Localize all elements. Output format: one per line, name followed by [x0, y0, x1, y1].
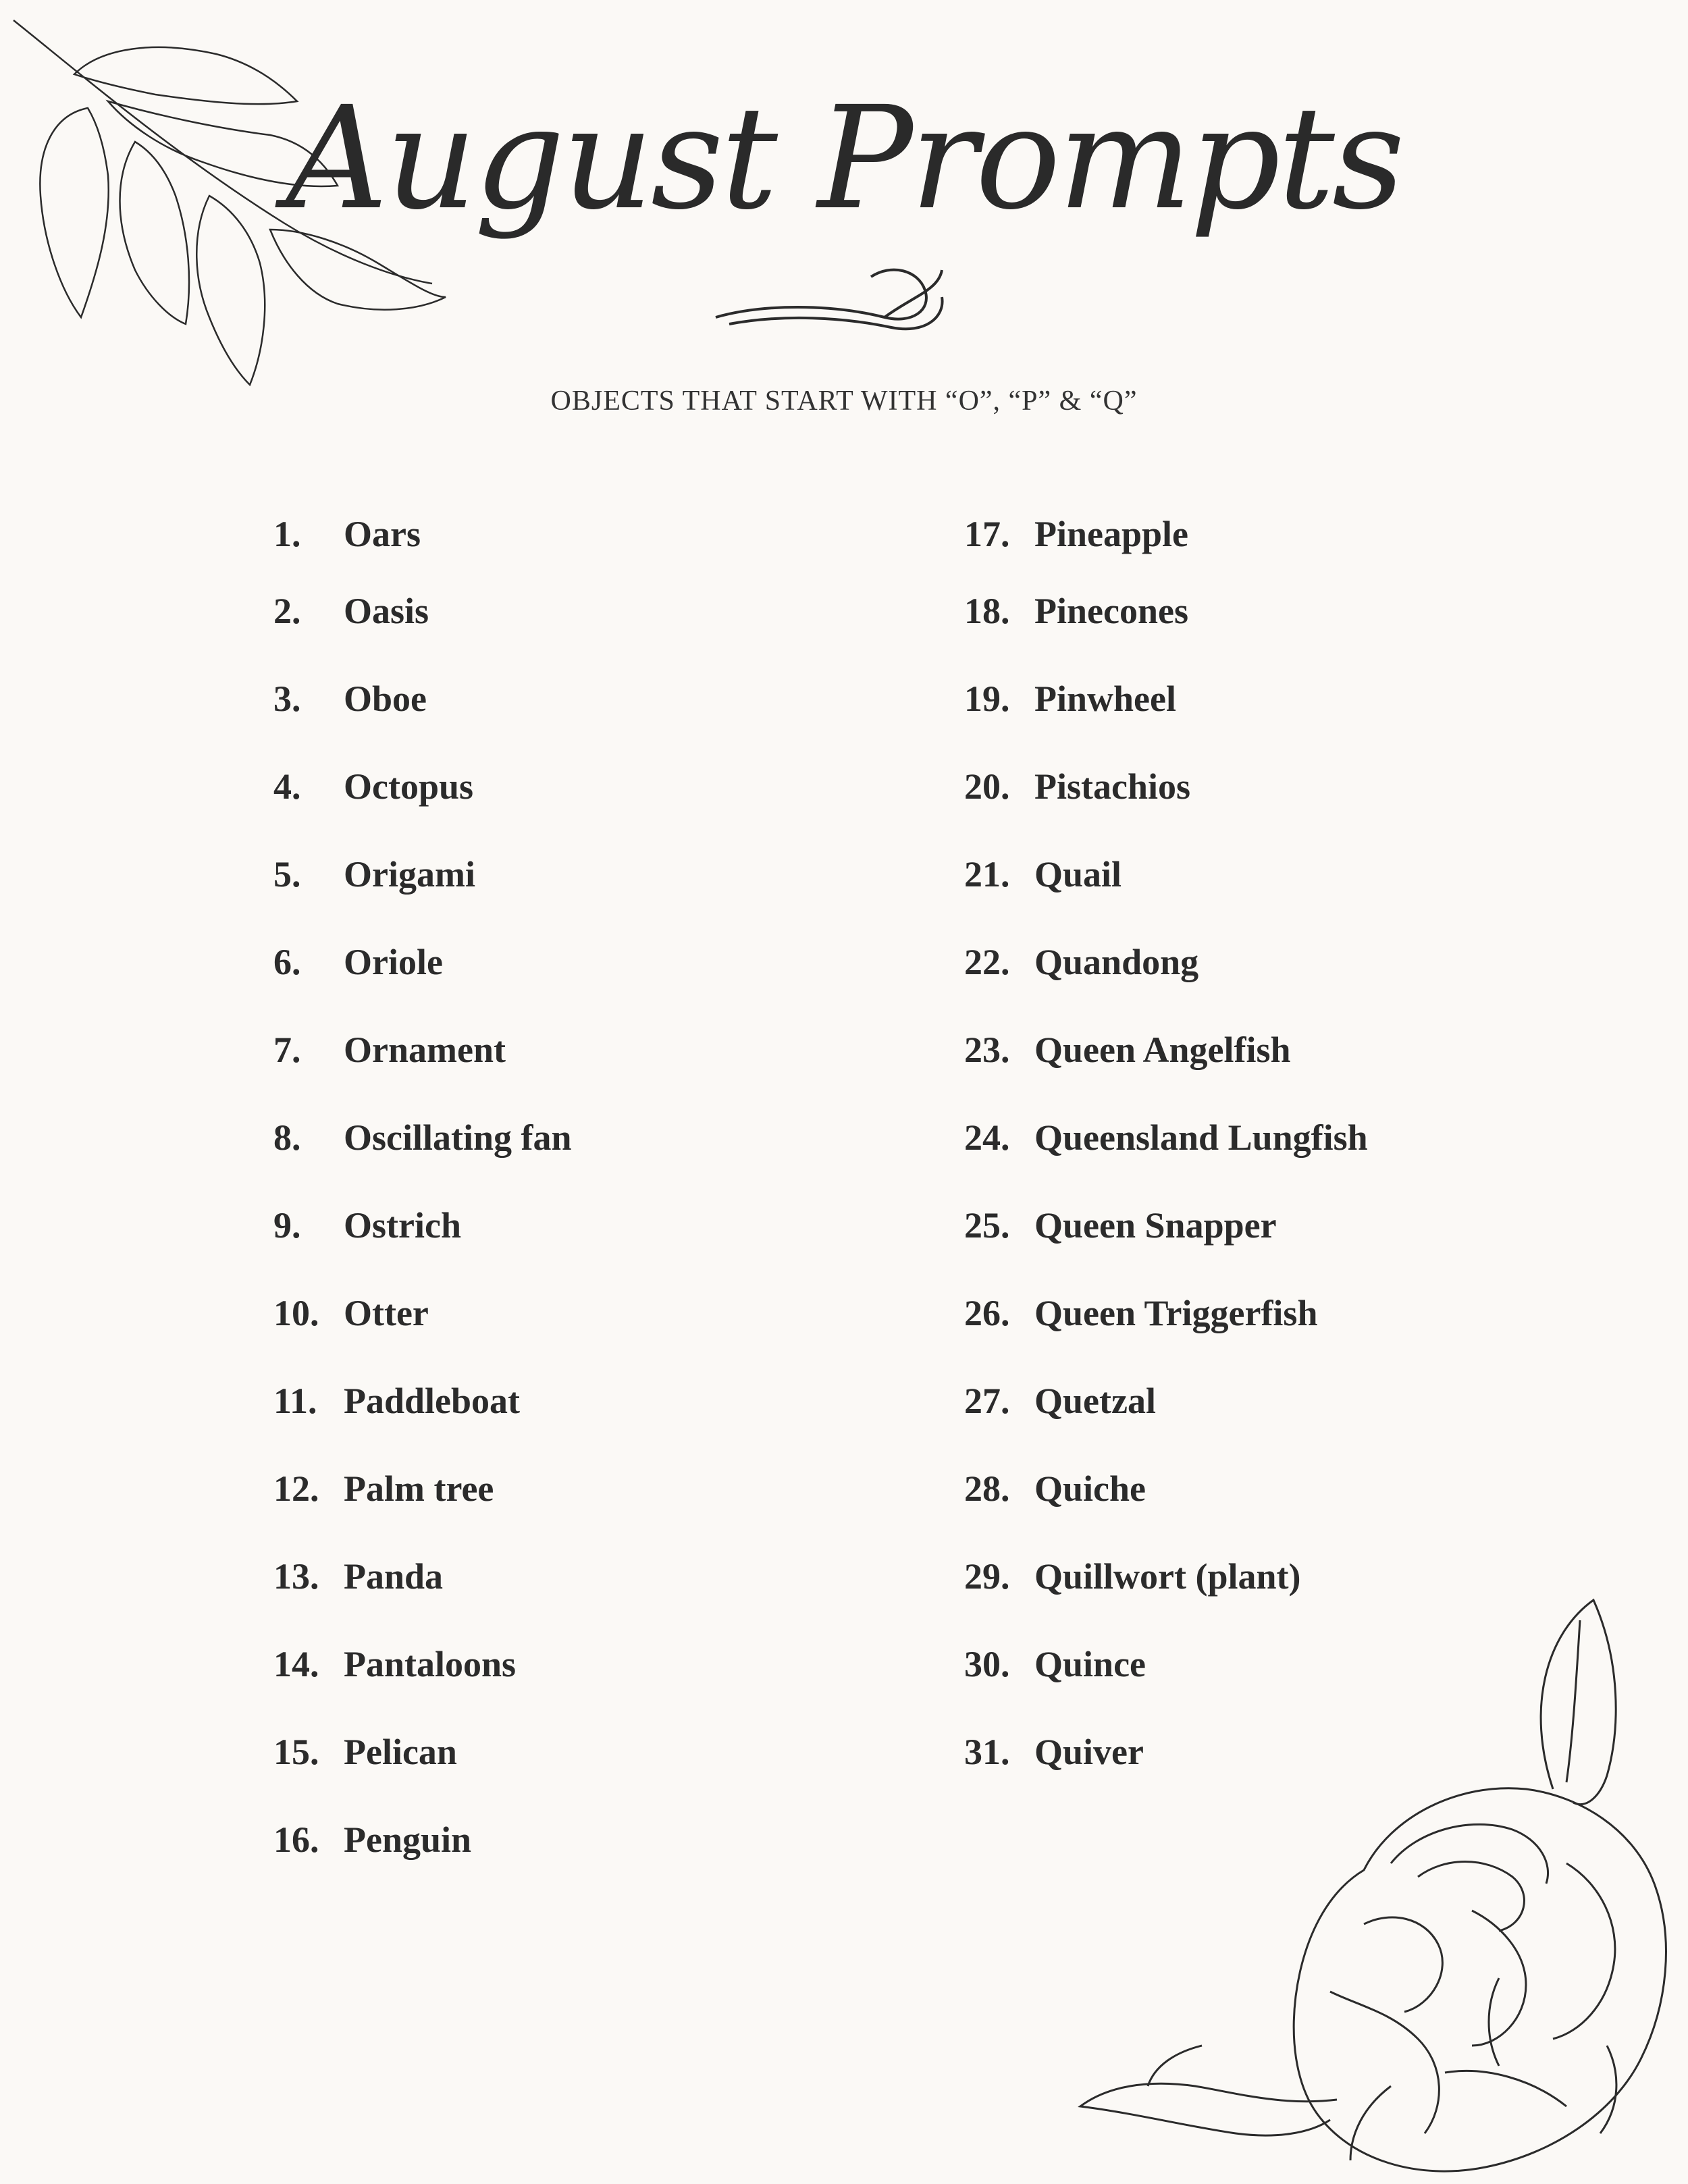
item-label: Pelican [344, 1732, 457, 1772]
list-item [964, 918, 1368, 1006]
item-number: 18. [964, 591, 1010, 631]
item-label: Queensland Lungfish [1034, 1117, 1368, 1158]
list-item [273, 513, 572, 567]
item-number: 6. [273, 942, 301, 982]
item-label: Quetzal [1034, 1381, 1156, 1421]
item-label: Origami [344, 854, 475, 895]
page-title: August Prompts [286, 76, 1402, 241]
item-label: Quail [1034, 854, 1122, 895]
item-number: 12. [273, 1468, 319, 1509]
list-item [273, 1445, 572, 1533]
item-number: 23. [964, 1030, 1010, 1070]
item-number: 17. [964, 514, 1010, 554]
list-item [964, 1357, 1368, 1445]
item-label: Pinecones [1034, 591, 1188, 631]
item-number: 22. [964, 942, 1010, 982]
page-subtitle: OBJECTS THAT START WITH “O”, “P” & “Q” [550, 385, 1138, 417]
item-number: 1. [273, 514, 301, 554]
item-label: Queen Triggerfish [1034, 1293, 1318, 1333]
list-item [273, 830, 572, 918]
item-label: Pinwheel [1034, 678, 1176, 719]
item-number: 13. [273, 1556, 319, 1597]
list-item [964, 1445, 1368, 1533]
item-label: Oscillating fan [344, 1117, 572, 1158]
swash-flourish [709, 250, 952, 344]
item-label: Oasis [344, 591, 429, 631]
list-item [273, 743, 572, 830]
item-label: Ostrich [344, 1205, 461, 1246]
list-item [964, 1181, 1368, 1269]
item-number: 7. [273, 1030, 301, 1070]
list-item [273, 1094, 572, 1181]
item-label: Quince [1034, 1644, 1146, 1684]
item-number: 27. [964, 1381, 1010, 1421]
item-number: 9. [273, 1205, 301, 1246]
item-number: 16. [273, 1819, 319, 1860]
item-number: 11. [273, 1381, 317, 1421]
item-number: 21. [964, 854, 1010, 895]
list-item [273, 1181, 572, 1269]
list-item [273, 1620, 572, 1708]
item-number: 28. [964, 1468, 1010, 1509]
item-number: 15. [273, 1732, 319, 1772]
item-number: 4. [273, 766, 301, 807]
item-number: 29. [964, 1556, 1010, 1597]
item-number: 10. [273, 1293, 319, 1333]
peony-flower-illustration [1013, 1573, 1688, 2184]
list-item [273, 567, 572, 655]
item-label: Oars [344, 514, 421, 554]
list-item [964, 743, 1368, 830]
item-number: 8. [273, 1117, 301, 1158]
list-item [273, 1796, 572, 1884]
list-item [273, 1533, 572, 1620]
list-item [273, 1269, 572, 1357]
item-label: Quandong [1034, 942, 1199, 982]
item-label: Palm tree [344, 1468, 494, 1509]
item-label: Quillwort (plant) [1034, 1556, 1301, 1597]
item-label: Ornament [344, 1030, 506, 1070]
list-item [273, 1357, 572, 1445]
item-label: Penguin [344, 1819, 472, 1860]
item-number: 5. [273, 854, 301, 895]
item-number: 2. [273, 591, 301, 631]
item-number: 24. [964, 1117, 1010, 1158]
list-item [964, 1269, 1368, 1357]
list-item [273, 1006, 572, 1094]
list-item [273, 918, 572, 1006]
item-label: Oboe [344, 678, 427, 719]
item-number: 20. [964, 766, 1010, 807]
item-label: Pineapple [1034, 514, 1189, 554]
item-label: Queen Angelfish [1034, 1030, 1291, 1070]
list-item [964, 1094, 1368, 1181]
list-item [964, 513, 1368, 567]
list-item [273, 655, 572, 743]
item-number: 19. [964, 678, 1010, 719]
item-label: Queen Snapper [1034, 1205, 1277, 1246]
item-number: 3. [273, 678, 301, 719]
item-number: 14. [273, 1644, 319, 1684]
item-label: Pistachios [1034, 766, 1191, 807]
list-item [273, 1708, 572, 1796]
item-label: Quiver [1034, 1732, 1144, 1772]
item-label: Paddleboat [344, 1381, 521, 1421]
item-label: Pantaloons [344, 1644, 517, 1684]
item-label: Oriole [344, 942, 443, 982]
item-number: 25. [964, 1205, 1010, 1246]
list-item [964, 567, 1368, 655]
list-item [964, 830, 1368, 918]
prompt-list-left [273, 513, 572, 1884]
item-number: 26. [964, 1293, 1010, 1333]
item-label: Otter [344, 1293, 429, 1333]
item-label: Panda [344, 1556, 444, 1597]
item-label: Quiche [1034, 1468, 1146, 1509]
list-item [964, 655, 1368, 743]
list-item [964, 1006, 1368, 1094]
item-label: Octopus [344, 766, 474, 807]
item-number: 30. [964, 1644, 1010, 1684]
item-number: 31. [964, 1732, 1010, 1772]
